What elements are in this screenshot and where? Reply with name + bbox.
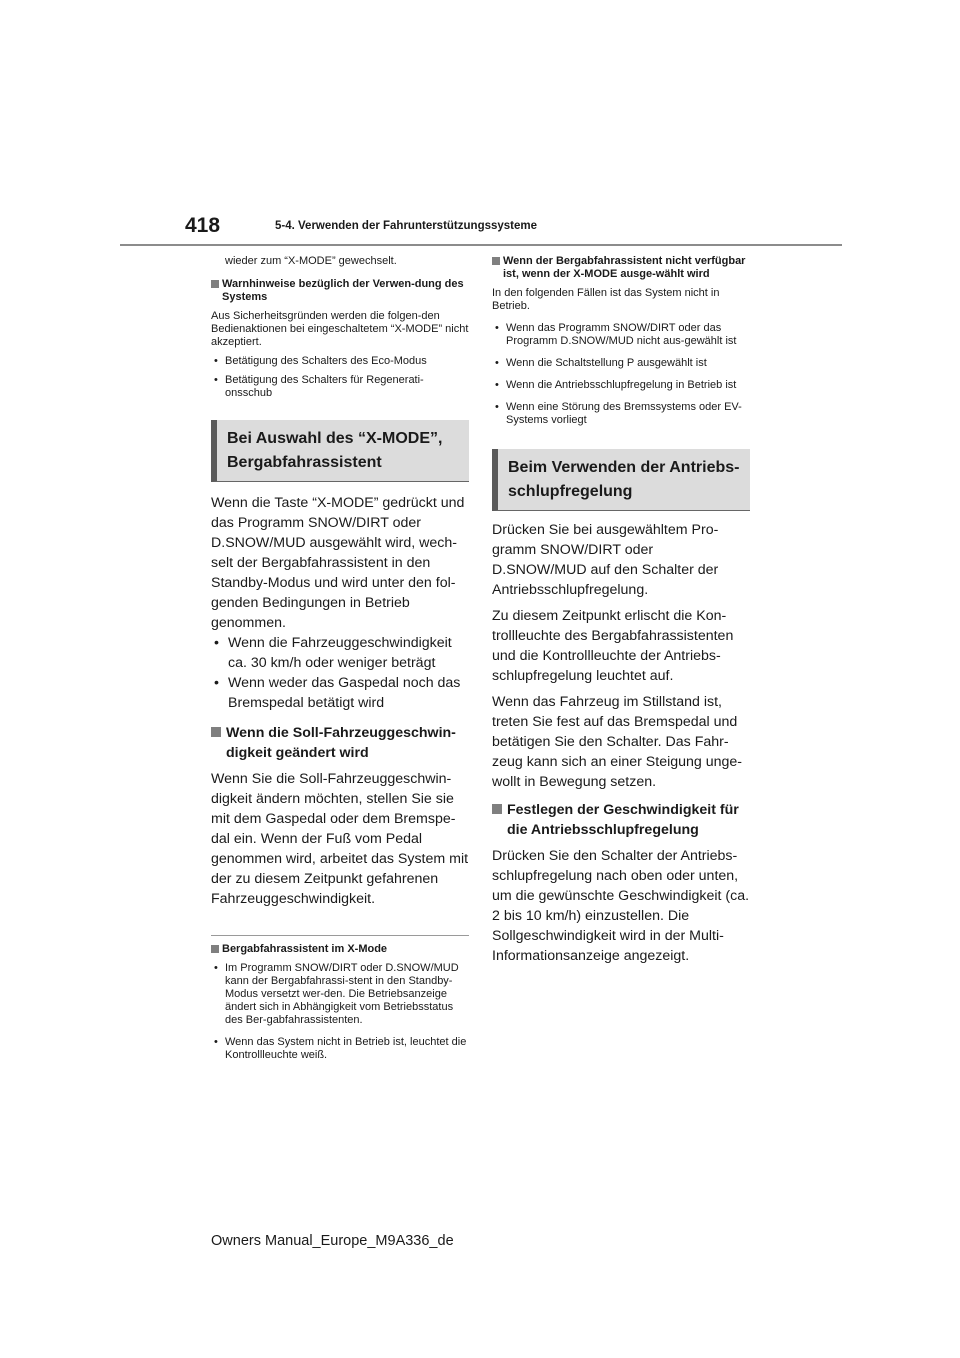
note-heading — [211, 943, 469, 956]
left-column — [211, 255, 469, 1068]
warning-bullet — [211, 355, 469, 368]
bullet-dot-icon: • — [214, 635, 219, 651]
bullet-dot-icon: • — [214, 962, 218, 974]
warning-heading — [211, 278, 469, 304]
traction-paragraph: Drücken Sie bei ausgewähltem Pro-gramm SNOW/DIRT oder D.SNOW/MUD auf den Schalter der Antriebsschlupfregelung. — [492, 522, 719, 598]
footer: Owners Manual_Europe_M9A336_de — [211, 1233, 454, 1249]
note-bullet-text: Im Programm SNOW/DIRT oder D.SNOW/MUD kann der Bergabfahrassi-stent in den Standby-Modus versetzt wer-den. Die Betriebsanzeige ändert sich in Abhängigkeit vom Betriebsstatus des Ber-gabfahrassistenten. — [225, 962, 459, 1026]
note-bullet — [211, 1036, 469, 1062]
section-title: 5-4. Verwenden der Fahrunterstützungssysteme — [275, 220, 538, 232]
note-heading-text: Bergabfahrassistent im X-Mode — [222, 943, 388, 955]
sub-text: Wenn Sie die Soll-Fahrzeuggeschwin-digkeit ändern möchten, stellen Sie sie mit dem Gaspedal oder dem Bremspe-dal ein. Wenn der Fuß vom Pedal genommen wird, arbeitet das System mit der zu diesem Zeitpunkt gefahrenen Fahrzeuggeschwindigkeit. — [211, 771, 469, 907]
subheading-text: Wenn die Soll-Fahrzeuggeschwin-digkeit geändert wird — [226, 725, 456, 761]
header-divider — [120, 244, 842, 246]
unavailable-bullet-text: Wenn die Antriebsschlupfregelung in Betrieb ist — [506, 379, 737, 391]
unavailable-bullet — [492, 322, 750, 348]
subheading-set-speed — [492, 800, 750, 840]
unavailable-text: In den folgenden Fällen ist das System nicht in Betrieb. — [492, 287, 720, 312]
page-number: 418 — [185, 214, 221, 237]
bullet-dot-icon: • — [495, 357, 499, 369]
main-bullet-text: Wenn die Fahrzeuggeschwindigkeit ca. 30 km/h oder weniger beträgt — [228, 635, 452, 671]
subheading-target-speed — [211, 723, 469, 763]
warning-bullet — [211, 374, 469, 400]
main-bullet-text: Wenn weder das Gaspedal noch das Bremspedal betätigt wird — [228, 675, 461, 711]
unavailable-block — [492, 255, 750, 427]
traction-paragraph: Wenn das Fahrzeug im Stillstand ist, treten Sie fest auf das Bremspedal und betätigen Sie den Schalter. Das Fahr-zeug kann sich an einer Steigung unge-wollt in Bewegung setzen. — [492, 694, 743, 790]
unavailable-bullet-text: Wenn das Programm SNOW/DIRT oder das Programm D.SNOW/MUD nicht aus-gewählt ist — [506, 322, 737, 347]
intro-text: wieder zum “X-MODE” gewechselt. — [225, 255, 397, 267]
bullet-dot-icon: • — [214, 1036, 218, 1048]
warning-bullet-text: Betätigung des Schalters für Regenerati-onsschub — [225, 374, 424, 399]
sub-text: Drücken Sie den Schalter der Antriebs-schlupfregelung nach oben oder unten, um die gewünschte Geschwindigkeit (ca. 2 bis 10 km/h) einzustellen. Die Sollgeschwindigkeit wird in der Multi-Informationsanzeige angezeigt. — [492, 848, 750, 964]
bullet-dot-icon: • — [214, 355, 218, 367]
unavailable-bullet-text: Wenn die Schaltstellung P ausgewählt ist — [506, 357, 707, 369]
main-text: Wenn die Taste “X-MODE” gedrückt und das Programm SNOW/DIRT oder D.SNOW/MUD ausgewählt wird, wech-selt der Bergabfahrassistent in den Standby-Modus und wird unter den fol-genden Bedingungen in Betrieb genommen. — [211, 495, 465, 631]
bullet-dot-icon: • — [495, 379, 499, 391]
bullet-dot-icon: • — [495, 322, 499, 334]
traction-paragraph: Zu diesem Zeitpunkt erlischt die Kon-trollleuchte des Bergabfahrassistenten und die Kontrollleuchte der Antriebs-schlupfregelung leuchtet auf. — [492, 608, 734, 684]
main-bullet — [211, 633, 469, 673]
section-heading-x-mode: Bei Auswahl des “X-MODE”, Bergabfahrassistent — [211, 420, 469, 482]
warning-block — [211, 278, 469, 400]
unavailable-bullet — [492, 357, 750, 370]
warning-heading-text: Warnhinweise bezüglich der Verwen-dung des Systems — [222, 278, 464, 303]
square-bullet-icon — [492, 257, 500, 265]
warning-text: Aus Sicherheitsgründen werden die folgen-den Bedienaktionen bei eingeschaltetem “X-MODE” nicht akzeptiert. — [211, 310, 469, 348]
square-bullet-icon — [211, 945, 219, 953]
square-bullet-icon — [492, 804, 502, 814]
subheading-text: Festlegen der Geschwindigkeit für die Antriebsschlupfregelung — [507, 802, 739, 838]
warning-bullet-text: Betätigung des Schalters des Eco-Modus — [225, 355, 427, 367]
square-bullet-icon — [211, 280, 219, 288]
unavailable-bullet — [492, 379, 750, 392]
right-column — [492, 255, 750, 966]
main-bullet-list — [211, 633, 469, 713]
unavailable-heading — [492, 255, 750, 281]
square-bullet-icon — [211, 727, 221, 737]
unavailable-bullet — [492, 401, 750, 427]
unavailable-bullet-text: Wenn eine Störung des Bremssystems oder EV-Systems vorliegt — [506, 401, 742, 426]
bullet-dot-icon: • — [214, 374, 218, 386]
section-heading-traction: Beim Verwenden der Antriebs-schlupfregelung — [492, 449, 750, 511]
main-bullet — [211, 673, 469, 713]
bullet-dot-icon: • — [495, 401, 499, 413]
note-bullet-text: Wenn das System nicht in Betrieb ist, leuchtet die Kontrollleuchte weiß. — [225, 1036, 467, 1061]
bullet-dot-icon: • — [214, 675, 219, 691]
note-box — [211, 935, 469, 1062]
note-bullet — [211, 962, 469, 1027]
unavailable-heading-text: Wenn der Bergabfahrassistent nicht verfügbar ist, wenn der X-MODE ausge-wählt wird — [503, 255, 746, 280]
